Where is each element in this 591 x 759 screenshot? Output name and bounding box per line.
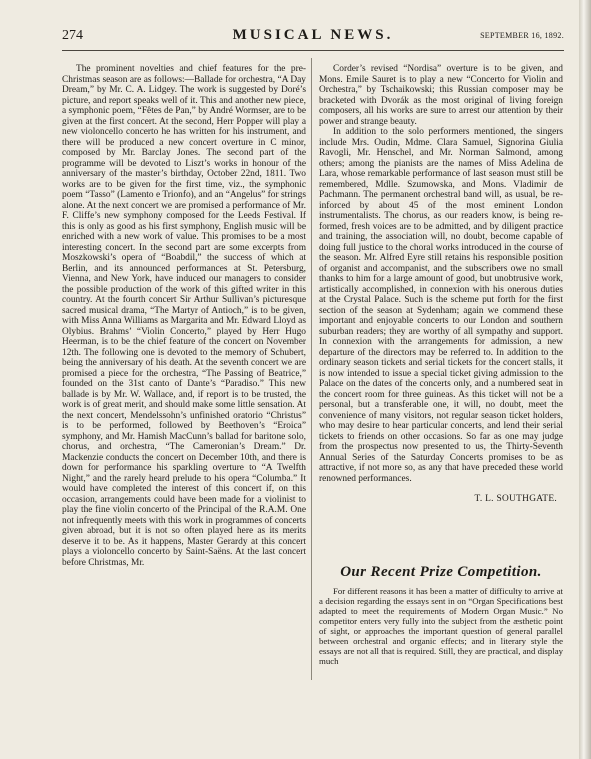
page-number: 274: [62, 28, 83, 43]
column-divider: [311, 58, 312, 680]
page-header: [62, 28, 564, 50]
masthead-title: MUSICAL NEWS.: [232, 27, 394, 43]
header-rule: [62, 50, 564, 51]
competition-text: For different reasons it has been a matter of difficulty to arrive at a decision regarding the essays sent in on “Organ Specifications best adapted to meet the requirements of Modern Organ Music.” No competitor enters very fully into the subject from the æsthetic point of sight, or approaches the important question of general parallel between orchestral and organic effects; and in literary style the essays are not all that is required. Still, they are practical, and display much: [319, 586, 563, 666]
competition-heading: Our Recent Prize Competition.: [340, 564, 542, 580]
left-column-text: The prominent novelties and chief features for the pre-Christmas season are as follows:—Ballade for orchestra, “A Day Dream,” by Mr. C. A. Lidgey. The work is suggested by Doré’s picture, and report speaks well of it. This and another new piece, a symphonic poem, “Fêtes de Pan,” by André Wormser, are to be given at the first concert. At the second, Herr Popper will play a new violoncello concerto he has written for his instrument, and there will be produced a new concert overture in C minor, composed by Mr. Barclay Jones. The second part of the programme will be devoted to Liszt’s works in honour of the anniversary of the master’s birthday, October 22nd, 1811. Two works are to be given for the first time, viz., the symphonic poem “Tasso” (Lamento e Trionfo), and an “Angelus” for strings alone. At the next concert we are promised a performance of Mr. F. Cliffe’s new symphony composed for the Leeds Festival. If this is only as good as his first symphony, English music will be enriched with a new work of value. This promises to be a most interesting concert. In the second part are some excerpts from Moszkowski’s opera of “Boabdil,” the success of which at Berlin, and its announced performances at St. Petersburg, Vienna, and New York, have induced our managers to consider the possible production of the work of this gifted writer in this country. At the fourth concert Sir Arthur Sullivan’s picturesque sacred musical drama, “The Martyr of Antioch,” is to be given, with Miss Anna Williams as Margarita and Mr. Edward Lloyd as Olybius. Brahms’ “Violin Concerto,” played by Herr Hugo Heerman, is to be the chief feature of the concert on November 12th. The following one is devoted to the memory of Schubert, being the anniversary of his death. At the seventh concert we are promised a piece for the orchestra, “The Passing of Beatrice,” founded on the 31st canto of Dante’s “Paradiso.” This new ballade is by Mr. W. Wallace, and, if report is to be trusted, the work is of great merit, and should make some little sensation. At the next concert, Mendelssohn’s unfinished oratorio “Christus” is to be performed, followed by Beethoven’s “Eroica” symphony, and Mr. Hamish MacCunn’s ballad for baritone solo, chorus, and orchestra, “The Cameronian’s Dream.” Dr. Mackenzie conducts the concert on December 10th, and there is down for performance his sparkling overture to “A Twelfth Night,” and the rarely heard prelude to his opera “Columba.” It would have completed the interest of this concert if, on this occasion, arrangements could have been made for a violinist to play the fine violin concerto of the Principal of the R.A.M. One not infrequently meets with this work in programmes of concerts given abroad, but it is not so often played here as its merits deserve it to be. As it happens, Master Gerardy at this concert plays a violoncello concerto by Saint-Saëns. At the last concert before Christmas, Mr.: [62, 64, 306, 568]
issue-date: SEPTEMBER 16, 1892.: [480, 31, 564, 40]
page-edge: [579, 0, 591, 759]
right-column-paragraph-2: In addition to the solo performers mentioned, the singers include Mrs. Oudin, Mdme. Clara Samuel, Signorina Giulia Ravogli, Mr. Henschel, and Mr. Norman Salmond, among others; among the pianists are the names of Miss Adelina de Lara, whose remarkable performance of last season must still be remembered, Mdlle. Szumowska, and Mons. Vladimir de Pachmann. The permanent orchestral band will, as usual, be re-inforced by about 45 of the most eminent London instrumentalists. The chorus, as our readers know, is being re-formed, fresh voices are to be admitted, and by diligent practice and training, the association will, no doubt, become capable of doing full justice to the choral works introduced in the course of the season. Mr. Alfred Eyre still retains his responsible position of organist and accompanist, and the subscribers owe no small thanks to him for a large amount of good, but unobtrusive work, artistically accomplished, in connexion with his onerous duties at the Crystal Palace. Such is the scheme put forth for the first section of the season at Sydenham; again we commend these important and enjoyable concerts to our London and southern suburban readers; they are worthy of all sympathy and support. In connexion with the arrangements for admission, a new departure of the directors may be referred to. In addition to the ordinary season tickets and serial tickets for the concert stalls, it is now intended to issue a special ticket giving admission to the Palace on the dates of the concerts only, and a numbered seat in the concert room for three guineas. As this ticket will not be a personal, but a transferable one, it will, no doubt, meet the convenience of many visitors, not regular season ticket holders, who may desire to hear particular concerts, and lend their serial tickets to friends on other occasions. So far as one may judge from the prospectus now presented to us, the Thirty-Seventh Annual Series of the Saturday Concerts promises to be as attractive, if not more so, as any that have preceded these world renowned performances.: [319, 127, 563, 484]
left-column: [62, 64, 306, 734]
right-column-paragraph-1: Corder’s revised “Nordisa” overture is to be given, and Mons. Emile Sauret is to play a new “Concerto for Violin and Orchestra,” by Tschaikowski; this Russian composer may be bracketed with Dvorák as the most original of living foreign composers, all his works are sure to arrest our attention by their power and strange beauty.: [319, 64, 563, 127]
author-signature: T. L. SOUTHGATE.: [474, 494, 557, 504]
competition-article: [319, 586, 563, 706]
